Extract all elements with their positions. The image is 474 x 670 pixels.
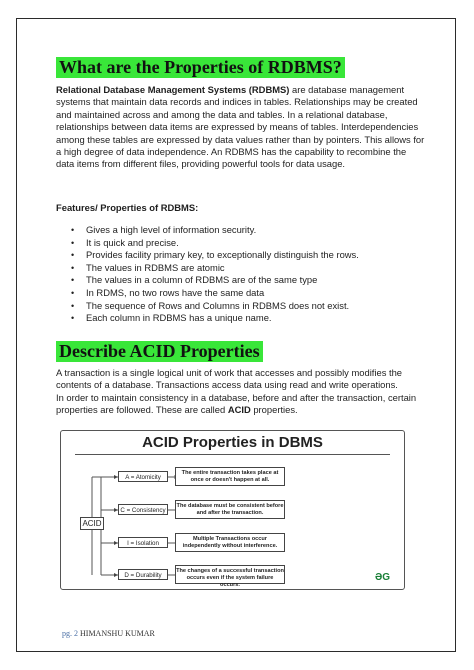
diagram-title: ACID Properties in DBMS: [142, 434, 323, 451]
list-item: • Each column in RDBMS has a unique name.: [71, 312, 272, 324]
intro-text: are database management systems that maintain data records and indices in tables. Relationships may be created and maintained across and among the data and tables. In a relational database, relationships between data items are expressed by means of tables. Interdependencies among these tables are expressed by data values rather than by pointers. This allows for a high degree of data independence. An RDBMS has the capability to recombine the data items from different files, providing powerful tools for data usage.: [56, 84, 425, 170]
bullet-icon: •: [71, 262, 75, 273]
acid-root-box: ACID: [80, 517, 104, 530]
acid-bold: ACID: [227, 404, 251, 416]
gfg-logo: ƏG: [374, 572, 390, 583]
list-item: • It is quick and precise.: [71, 236, 179, 248]
list-item: • Provides facility primary key, to exceptionally distinguish the rows.: [71, 249, 359, 261]
atomicity-box: A = Atomicity: [118, 471, 168, 482]
bullet-icon: •: [71, 287, 75, 298]
intro-bold-lead: Relational Database Management Systems (RDBMS): [56, 84, 290, 95]
isolation-box: I = Isolation: [118, 537, 168, 548]
features-heading: Features/ Properties of RDBMS:: [56, 202, 199, 213]
bullet-icon: •: [71, 313, 75, 324]
durability-description: The changes of a successful transaction occurs even if the system failure occurs.: [175, 565, 285, 584]
bullet-icon: •: [71, 275, 75, 286]
durability-box: D = Durability: [118, 569, 168, 580]
acid-diagram: [60, 430, 405, 590]
page-number: pg. 2: [62, 629, 78, 638]
heading-acid-properties: Describe ACID Properties: [56, 341, 263, 362]
bullet-icon: •: [71, 250, 75, 261]
acid-paragraph: A transaction is a single logical unit of work that accesses and possibly modifies the contents of a database. Transactions access data using read and write operations. In order to maintain consistency in a database, before and after the transaction, certain properties are followed. These are called ACID properties.: [56, 367, 417, 416]
bullet-icon: •: [71, 225, 75, 235]
consistency-description: The database must be consistent before and after the transaction.: [175, 500, 285, 519]
list-item: • In RDMS, no two rows have the same data: [71, 286, 265, 298]
atomicity-description: The entire transaction takes place at once or doesn't happen at all.: [175, 467, 285, 486]
list-item: • The sequence of Rows and Columns in RDBMS does not exist.: [71, 299, 350, 311]
bullet-icon: •: [71, 237, 75, 248]
list-item: • Gives a high level of information security.: [71, 224, 257, 235]
list-item: • The values in a column of RDBMS are of the same type: [71, 274, 318, 286]
isolation-description: Multiple Transactions occur independently without interference.: [175, 533, 285, 552]
page-footer: [62, 629, 155, 638]
features-list: [56, 224, 426, 325]
list-item: • The values in RDBMS are atomic: [71, 261, 225, 273]
intro-paragraph: [56, 84, 426, 171]
heading-rdbms-properties: What are the Properties of RDBMS?: [56, 57, 345, 78]
consistency-box: C = Consistency: [118, 504, 168, 515]
bullet-icon: •: [71, 300, 75, 311]
author-name: HIMANSHU KUMAR: [80, 629, 155, 638]
